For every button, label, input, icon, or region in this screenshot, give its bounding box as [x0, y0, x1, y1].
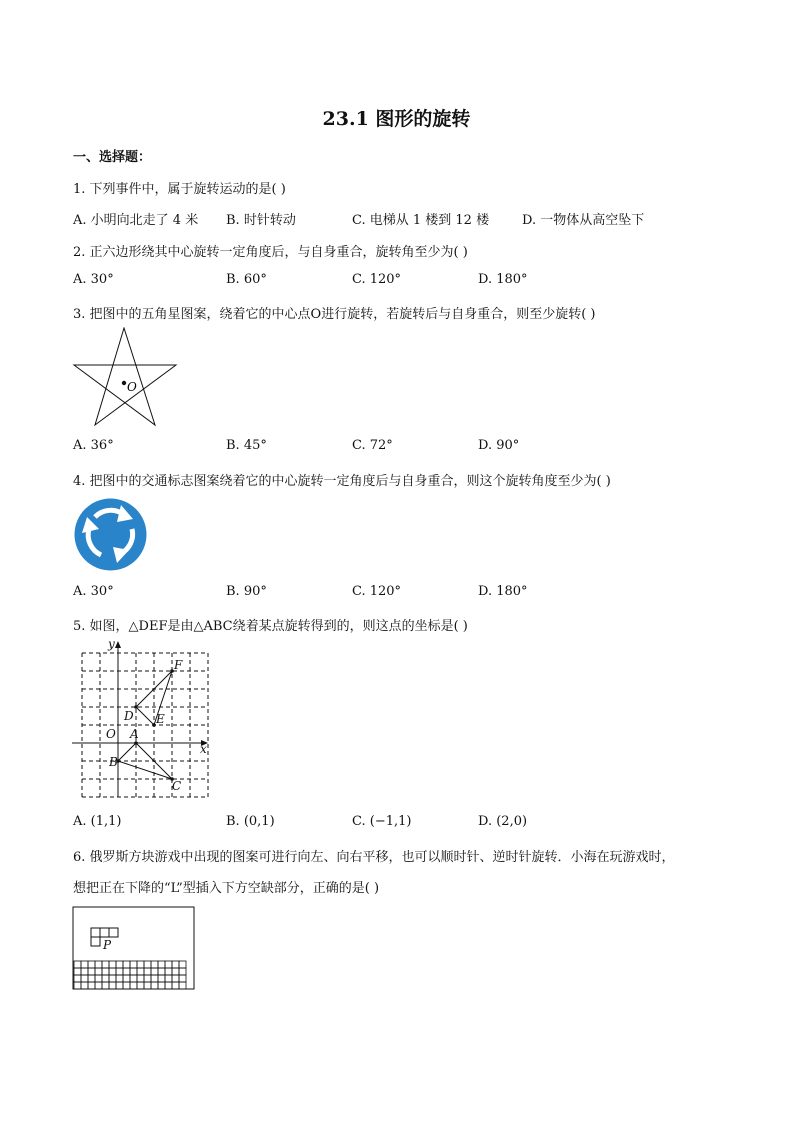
tetris-block	[151, 975, 158, 982]
q4-option-a[interactable]: A. 30°	[73, 584, 114, 599]
q2-option-d[interactable]: D. 180°	[478, 272, 528, 287]
tetris-block	[123, 968, 130, 975]
tetris-block	[95, 961, 102, 968]
tetris-block	[95, 975, 102, 982]
tetris-block	[81, 982, 88, 989]
label-p: P	[103, 938, 112, 952]
tetris-block	[88, 982, 95, 989]
tetris-block	[144, 961, 151, 968]
tetris-block	[137, 968, 144, 975]
label-b: B	[109, 755, 118, 769]
tetris-block	[102, 975, 109, 982]
tetris-block	[74, 961, 81, 968]
tetris-block	[172, 975, 179, 982]
q2-option-b[interactable]: B. 60°	[226, 272, 267, 287]
tetris-block	[88, 975, 95, 982]
q1-option-b[interactable]: B. 时针转动	[226, 213, 296, 228]
tetris-block	[109, 961, 116, 968]
tetris-block	[74, 975, 81, 982]
tetris-block	[81, 968, 88, 975]
label-x: x	[200, 742, 207, 756]
tetris-block	[88, 968, 95, 975]
tetris-block	[165, 961, 172, 968]
label-e: E	[156, 712, 165, 726]
star-label-o: O	[127, 380, 137, 394]
tetris-block	[102, 982, 109, 989]
label-f: F	[174, 658, 183, 672]
label-y: y	[108, 637, 115, 651]
tetris-block	[130, 982, 137, 989]
roundabout-sign-figure	[73, 497, 148, 572]
tetris-block	[123, 975, 130, 982]
bottom-blocks	[74, 961, 186, 989]
label-origin-o: O	[106, 727, 116, 741]
tetris-block	[116, 961, 123, 968]
question-6-stem-line-2: 想把正在下降的“L”型插入下方空缺部分，正确的是( )	[73, 881, 380, 896]
star-center-dot	[122, 381, 126, 385]
q3-option-c[interactable]: C. 72°	[352, 438, 393, 453]
tetris-block	[151, 961, 158, 968]
tetris-block	[95, 982, 102, 989]
tetris-block	[172, 982, 179, 989]
q2-option-c[interactable]: C. 120°	[352, 272, 402, 287]
tetris-block	[130, 961, 137, 968]
tetris-block	[144, 975, 151, 982]
tetris-block	[116, 968, 123, 975]
tetris-block	[116, 975, 123, 982]
tetris-block	[130, 968, 137, 975]
tetris-block	[172, 961, 179, 968]
tetris-block	[102, 961, 109, 968]
tetris-block	[74, 968, 81, 975]
question-6-stem: 6. 俄罗斯方块游戏中出现的图案可进行向左、向右平移，也可以顺时针、逆时针旋转．小海在玩游戏时，	[73, 850, 675, 865]
game-frame	[73, 907, 194, 989]
tetris-block	[165, 968, 172, 975]
tetris-block	[81, 975, 88, 982]
tetris-figure	[72, 906, 196, 992]
question-3-stem: 3. 把图中的五角星图案，绕着它的中心点O进行旋转，若旋转后与自身重合，则至少旋转( )	[73, 307, 596, 322]
tetris-block	[158, 968, 165, 975]
tetris-block	[158, 982, 165, 989]
page-title: 23.1 图形的旋转	[322, 108, 471, 130]
q4-option-b[interactable]: B. 90°	[226, 584, 267, 599]
question-1-stem: 1. 下列事件中，属于旋转运动的是( )	[73, 182, 286, 197]
q3-option-a[interactable]: A. 36°	[73, 438, 114, 453]
q2-option-a[interactable]: A. 30°	[73, 272, 114, 287]
tetris-block	[109, 975, 116, 982]
q4-option-d[interactable]: D. 180°	[478, 584, 528, 599]
coordinate-grid-figure	[70, 637, 212, 799]
tetris-block	[130, 975, 137, 982]
label-a: A	[130, 727, 139, 741]
tetris-block	[179, 968, 186, 975]
label-c: C	[172, 779, 182, 793]
tetris-block	[116, 982, 123, 989]
tetris-block	[109, 982, 116, 989]
tetris-block	[137, 961, 144, 968]
q5-option-b[interactable]: B. (0,1)	[226, 814, 275, 829]
question-5-stem: 5. 如图，△DEF是由△ABC绕着某点旋转得到的，则这点的坐标是( )	[73, 619, 468, 634]
tetris-block	[179, 961, 186, 968]
q5-option-a[interactable]: A. (1,1)	[73, 814, 122, 829]
tetris-block	[95, 968, 102, 975]
point-d	[134, 705, 138, 709]
tetris-block	[102, 968, 109, 975]
star-outline	[74, 328, 176, 425]
label-d: D	[124, 709, 134, 723]
tetris-block	[137, 982, 144, 989]
tetris-block	[165, 982, 172, 989]
tetris-block	[144, 968, 151, 975]
tetris-block	[151, 982, 158, 989]
tetris-block	[74, 982, 81, 989]
tetris-block	[123, 982, 130, 989]
tetris-block	[158, 961, 165, 968]
q5-option-c[interactable]: C. (−1,1)	[352, 814, 412, 829]
tetris-block	[158, 975, 165, 982]
section-heading: 一、选择题：	[73, 150, 152, 165]
question-4-stem: 4. 把图中的交通标志图案绕着它的中心旋转一定角度后与自身重合，则这个旋转角度至少为( )	[73, 474, 611, 489]
tetris-block	[165, 975, 172, 982]
tetris-block	[179, 975, 186, 982]
tetris-block	[109, 968, 116, 975]
q4-option-c[interactable]: C. 120°	[352, 584, 402, 599]
tetris-block	[179, 982, 186, 989]
dashed-grid	[82, 653, 208, 797]
q3-option-b[interactable]: B. 45°	[226, 438, 267, 453]
q1-option-d[interactable]: D. 一物体从高空坠下	[522, 213, 645, 228]
star-figure	[72, 327, 182, 431]
q1-option-c[interactable]: C. 电梯从 1 楼到 12 楼	[352, 213, 490, 228]
tetris-block	[151, 968, 158, 975]
tetris-block	[172, 968, 179, 975]
q3-option-d[interactable]: D. 90°	[478, 438, 520, 453]
tetris-block	[88, 961, 95, 968]
q5-option-d[interactable]: D. (2,0)	[478, 814, 528, 829]
question-2-stem: 2. 正六边形绕其中心旋转一定角度后，与自身重合，旋转角至少为( )	[73, 245, 468, 260]
tetris-block	[123, 961, 130, 968]
tetris-block	[144, 982, 151, 989]
point-a	[134, 741, 138, 745]
tetris-block	[137, 975, 144, 982]
y-axis-arrow	[115, 641, 121, 648]
q1-option-a[interactable]: A. 小明向北走了 4 米	[73, 213, 199, 228]
tetris-block	[81, 961, 88, 968]
